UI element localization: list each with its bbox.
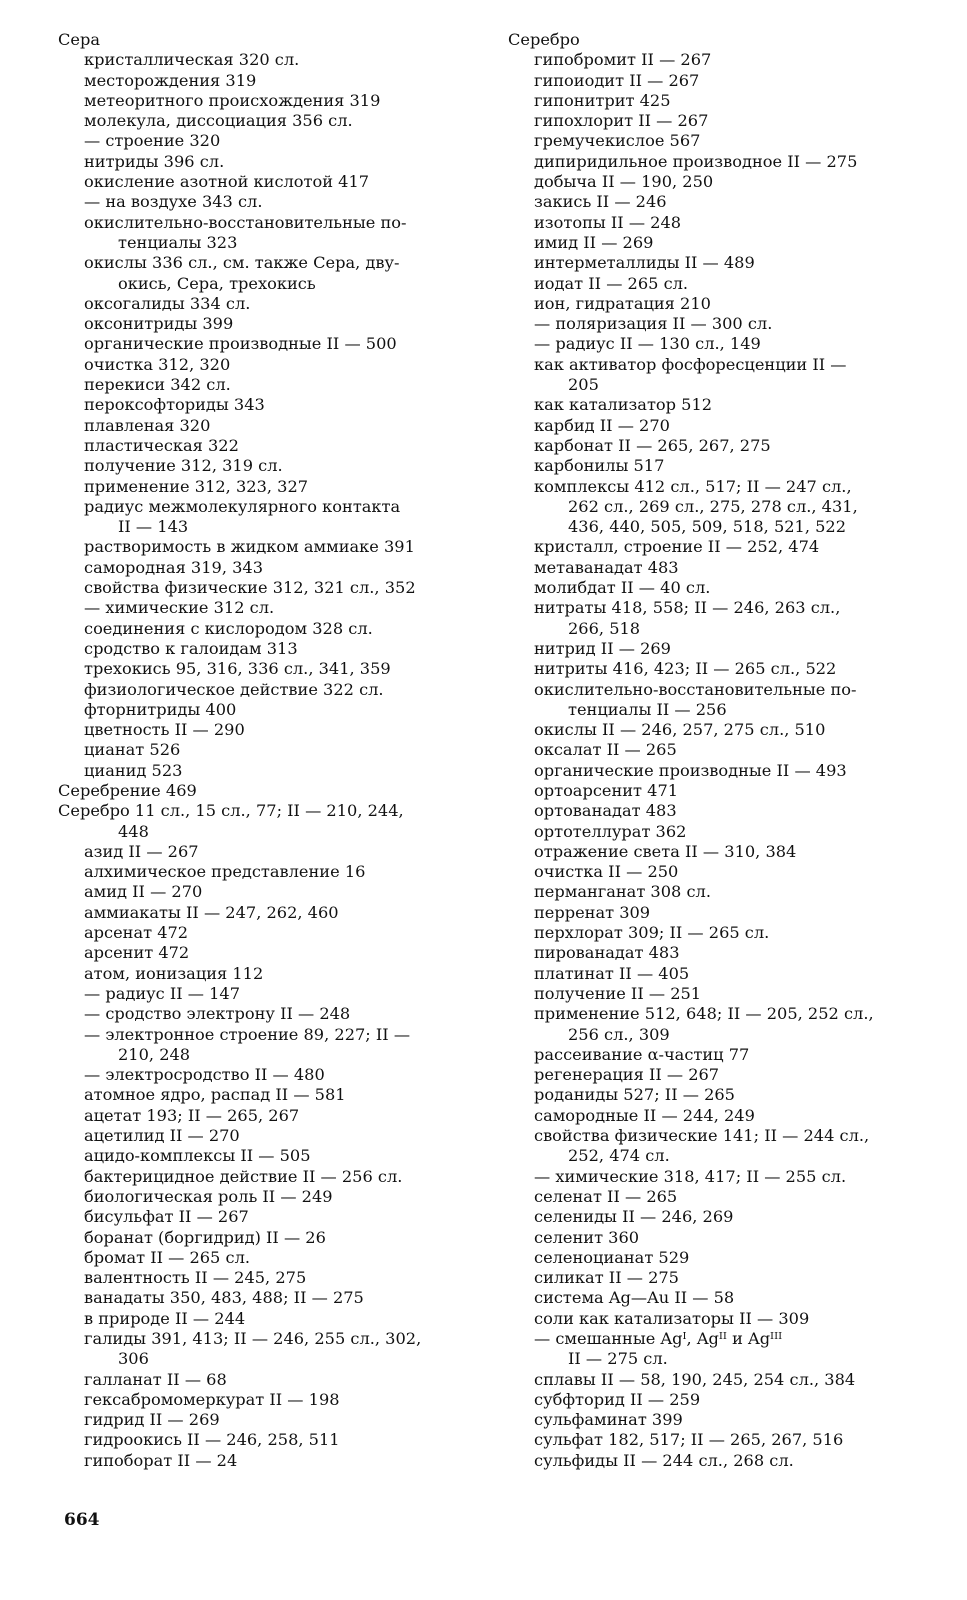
index-column-right xyxy=(508,30,903,1471)
index-entry: сульфаминат 399 xyxy=(534,1410,683,1430)
index-entry: нитриды 396 сл. xyxy=(84,151,225,171)
index-entry: свойства физические 312, 321 сл., 352 xyxy=(84,578,416,598)
index-entry: применение 512, 648; II — 205, 252 сл., xyxy=(534,1004,874,1024)
index-entry: сродство к галоидам 313 xyxy=(84,638,298,658)
index-entry: тенциалы II — 256 xyxy=(568,699,727,719)
index-entry: селенит 360 xyxy=(534,1227,640,1247)
index-entry: органические производные II — 493 xyxy=(534,760,847,780)
index-entry: трехокись 95, 316, 336 сл., 341, 359 xyxy=(84,659,391,679)
index-entry: окислительно-восстановительные по- xyxy=(534,679,857,699)
index-entry: интерметаллиды II — 489 xyxy=(534,253,755,273)
index-entry: ванадаты 350, 483, 488; II — 275 xyxy=(84,1288,364,1308)
index-entry: — электронное строение 89, 227; II — xyxy=(84,1024,411,1044)
index-entry: 306 xyxy=(118,1349,149,1369)
index-entry: ортованадат 483 xyxy=(534,801,677,821)
index-entry: пированадат 483 xyxy=(534,943,680,963)
index-entry: оксонитриды 399 xyxy=(84,314,234,334)
index-entry: селенат II — 265 xyxy=(534,1186,678,1206)
index-entry: кристалл, строение II — 252, 474 xyxy=(534,537,820,557)
index-entry: арсенит 472 xyxy=(84,943,190,963)
index-entry: кристаллическая 320 сл. xyxy=(84,50,300,70)
index-entry: очистка 312, 320 xyxy=(84,354,231,374)
index-entry: гремучекислое 567 xyxy=(534,131,701,151)
index-entry: II — 275 сл. xyxy=(568,1349,668,1369)
index-entry: — химические 318, 417; II — 255 сл. xyxy=(534,1166,847,1186)
index-entry: дипиридильное производное II — 275 xyxy=(534,151,858,171)
index-entry: пластическая 322 xyxy=(84,435,239,455)
index-entry: применение 312, 323, 327 xyxy=(84,476,309,496)
index-entry: 252, 474 сл. xyxy=(568,1146,670,1166)
index-entry: II — 143 xyxy=(118,517,189,537)
index-entry: галиды 391, 413; II — 246, 255 сл., 302, xyxy=(84,1329,422,1348)
index-entry: карбонилы 517 xyxy=(534,456,665,476)
index-entry: закись II — 246 xyxy=(534,192,667,212)
index-entry: — химические 312 сл. xyxy=(84,598,275,618)
index-entry: азид II — 267 xyxy=(84,841,199,861)
index-entry: селеноцианат 529 xyxy=(534,1247,690,1267)
index-entry: цветность II — 290 xyxy=(84,720,245,740)
index-entry: растворимость в жидком аммиаке 391 xyxy=(84,537,415,557)
index-entry: цианат 526 xyxy=(84,740,181,760)
index-entry: фторнитриды 400 xyxy=(84,699,237,719)
index-entry: — поляризация II — 300 сл. xyxy=(534,314,773,334)
index-entry: окислительно-восстановительные по- xyxy=(84,212,407,232)
index-entry: амид II — 270 xyxy=(84,882,203,902)
index-entry: иодат II — 265 сл. xyxy=(534,273,689,293)
index-entry: в природе II — 244 xyxy=(84,1308,246,1328)
index-entry: — радиус II — 130 сл., 149 xyxy=(534,334,761,354)
index-entry: оксалат II — 265 xyxy=(534,740,677,760)
index-entry: гипохлорит II — 267 xyxy=(534,111,709,131)
index-entry: — сродство электрону II — 248 xyxy=(84,1004,351,1024)
index-entry: месторождения 319 xyxy=(84,70,257,90)
index-entry: получение 312, 319 сл. xyxy=(84,456,283,476)
index-entry: карбид II — 270 xyxy=(534,415,670,435)
index-entry: ортоарсенит 471 xyxy=(534,780,679,800)
index-entry: боранат (боргидрид) II — 26 xyxy=(84,1227,326,1247)
index-entry: метеоритного происхождения 319 xyxy=(84,90,381,110)
index-entry: ортотеллурат 362 xyxy=(534,821,687,841)
index-entry: комплексы 412 сл., 517; II — 247 сл., xyxy=(534,476,852,496)
index-entry: гипобромит II — 267 xyxy=(534,50,712,70)
index-entry: — строение 320 xyxy=(84,131,221,151)
index-entry: — смешанные Agᴵ, Agᴵᴵ и Agᴵᴵᴵ xyxy=(534,1329,783,1348)
index-entry: — электросродство II — 480 xyxy=(84,1065,325,1085)
index-entry: роданиды 527; II — 265 xyxy=(534,1085,735,1105)
index-entry: сплавы II — 58, 190, 245, 254 сл., 384 xyxy=(534,1369,856,1389)
index-entry: получение II — 251 xyxy=(534,983,702,1003)
index-entry: окислы II — 246, 257, 275 сл., 510 xyxy=(534,720,826,740)
index-entry: гексабромомеркурат II — 198 xyxy=(84,1389,340,1409)
index-entry: атомное ядро, распад II — 581 xyxy=(84,1085,346,1105)
index-entry: селениды II — 246, 269 xyxy=(534,1207,734,1227)
index-entry: сульфиды II — 244 сл., 268 сл. xyxy=(534,1450,794,1470)
index-entry: 205 xyxy=(568,375,599,395)
index-entry: силикат II — 275 xyxy=(534,1268,679,1288)
index-entry: ацетилид II — 270 xyxy=(84,1126,240,1146)
index-entry: рассеивание α-частиц 77 xyxy=(534,1044,750,1064)
index-column-left xyxy=(58,30,458,1471)
index-entry: 210, 248 xyxy=(118,1044,191,1064)
index-entry: ацидо-комплексы II — 505 xyxy=(84,1146,311,1166)
index-entry: пероксофториды 343 xyxy=(84,395,265,415)
index-entry: окисление азотной кислотой 417 xyxy=(84,172,370,192)
index-entry: валентность II — 245, 275 xyxy=(84,1268,307,1288)
index-entry: 448 xyxy=(118,821,149,841)
index-entry: изотопы II — 248 xyxy=(534,212,682,232)
index-entry: очистка II — 250 xyxy=(534,862,679,882)
index-entry: арсенат 472 xyxy=(84,923,189,943)
index-entry: гидрид II — 269 xyxy=(84,1410,220,1430)
index-entry: гидроокись II — 246, 258, 511 xyxy=(84,1430,340,1450)
index-entry: органические производные II — 500 xyxy=(84,334,397,354)
index-entry: окись, Сера, трехокись xyxy=(118,273,316,293)
index-entry: как катализатор 512 xyxy=(534,395,713,415)
index-entry: имид II — 269 xyxy=(534,232,654,252)
index-entry: соединения с кислородом 328 сл. xyxy=(84,618,373,638)
index-entry: аммиакаты II — 247, 262, 460 xyxy=(84,902,339,922)
index-entry: нитриты 416, 423; II — 265 сл., 522 xyxy=(534,659,837,679)
index-entry: радиус межмолекулярного контакта xyxy=(84,496,401,516)
index-entry: перманганат 308 сл. xyxy=(534,882,711,902)
index-entry: субфторид II — 259 xyxy=(534,1389,701,1409)
index-entry: галланат II — 68 xyxy=(84,1369,227,1389)
index-entry: свойства физические 141; II — 244 сл., xyxy=(534,1126,870,1146)
index-entry: нитраты 418, 558; II — 246, 263 сл., xyxy=(534,598,841,618)
index-entry: — на воздухе 343 сл. xyxy=(84,192,263,212)
index-entry: физиологическое действие 322 сл. xyxy=(84,679,384,699)
index-entry: биологическая роль II — 249 xyxy=(84,1186,333,1206)
index-entry: бактерицидное действие II — 256 сл. xyxy=(84,1166,403,1186)
index-entry: перхлорат 309; II — 265 сл. xyxy=(534,923,770,943)
index-entry: самородные II — 244, 249 xyxy=(534,1105,755,1125)
index-entry: карбонат II — 265, 267, 275 xyxy=(534,435,771,455)
index-entry: тенциалы 323 xyxy=(118,232,238,252)
index-entry: метаванадат 483 xyxy=(534,557,679,577)
index-entry: как активатор фосфоресценции II — xyxy=(534,354,847,374)
index-entry: молекула, диссоциация 356 сл. xyxy=(84,111,353,131)
index-entry: плавленая 320 xyxy=(84,415,211,435)
index-entry: ион, гидратация 210 xyxy=(534,293,711,313)
index-heading: Серебрение 469 xyxy=(58,780,197,800)
index-entry: 262 сл., 269 сл., 275, 278 сл., 431, xyxy=(568,496,858,516)
index-entry: алхимическое представление 16 xyxy=(84,862,366,882)
index-entry: регенерация II — 267 xyxy=(534,1065,720,1085)
index-entry: — радиус II — 147 xyxy=(84,983,241,1003)
index-entry: сульфат 182, 517; II — 265, 267, 516 xyxy=(534,1430,844,1450)
index-entry: атом, ионизация 112 xyxy=(84,963,264,983)
index-entry: платинат II — 405 xyxy=(534,963,690,983)
index-entry: гипонитрит 425 xyxy=(534,90,671,110)
index-heading: Серебро xyxy=(508,30,580,49)
index-entry: окислы 336 сл., см. также Сера, дву- xyxy=(84,253,400,273)
index-entry: перренат 309 xyxy=(534,902,651,922)
index-entry: 436, 440, 505, 509, 518, 521, 522 xyxy=(568,517,847,537)
index-entry: 266, 518 xyxy=(568,618,641,638)
index-entry: гипоборат II — 24 xyxy=(84,1450,238,1470)
index-entry: система Ag—Au II — 58 xyxy=(534,1288,735,1308)
index-entry: добыча II — 190, 250 xyxy=(534,172,714,192)
index-entry: отражение света II — 310, 384 xyxy=(534,841,797,861)
index-heading: Сера xyxy=(58,30,100,49)
index-entry: оксогалиды 334 сл. xyxy=(84,293,251,313)
index-entry: 256 сл., 309 xyxy=(568,1024,670,1044)
index-entry: молибдат II — 40 сл. xyxy=(534,578,711,598)
page-number: 664 xyxy=(64,1510,100,1530)
index-entry: ацетат 193; II — 265, 267 xyxy=(84,1105,300,1125)
index-entry: самородная 319, 343 xyxy=(84,557,264,577)
index-entry: бисульфат II — 267 xyxy=(84,1207,249,1227)
index-entry: нитрид II — 269 xyxy=(534,638,671,658)
index-entry: гипоиодит II — 267 xyxy=(534,70,700,90)
index-heading: Серебро 11 сл., 15 сл., 77; II — 210, 244, xyxy=(58,801,404,821)
index-entry: бромат II — 265 сл. xyxy=(84,1247,251,1267)
index-entry: перекиси 342 сл. xyxy=(84,375,231,395)
index-entry: соли как катализаторы II — 309 xyxy=(534,1308,810,1328)
index-entry: цианид 523 xyxy=(84,760,183,780)
